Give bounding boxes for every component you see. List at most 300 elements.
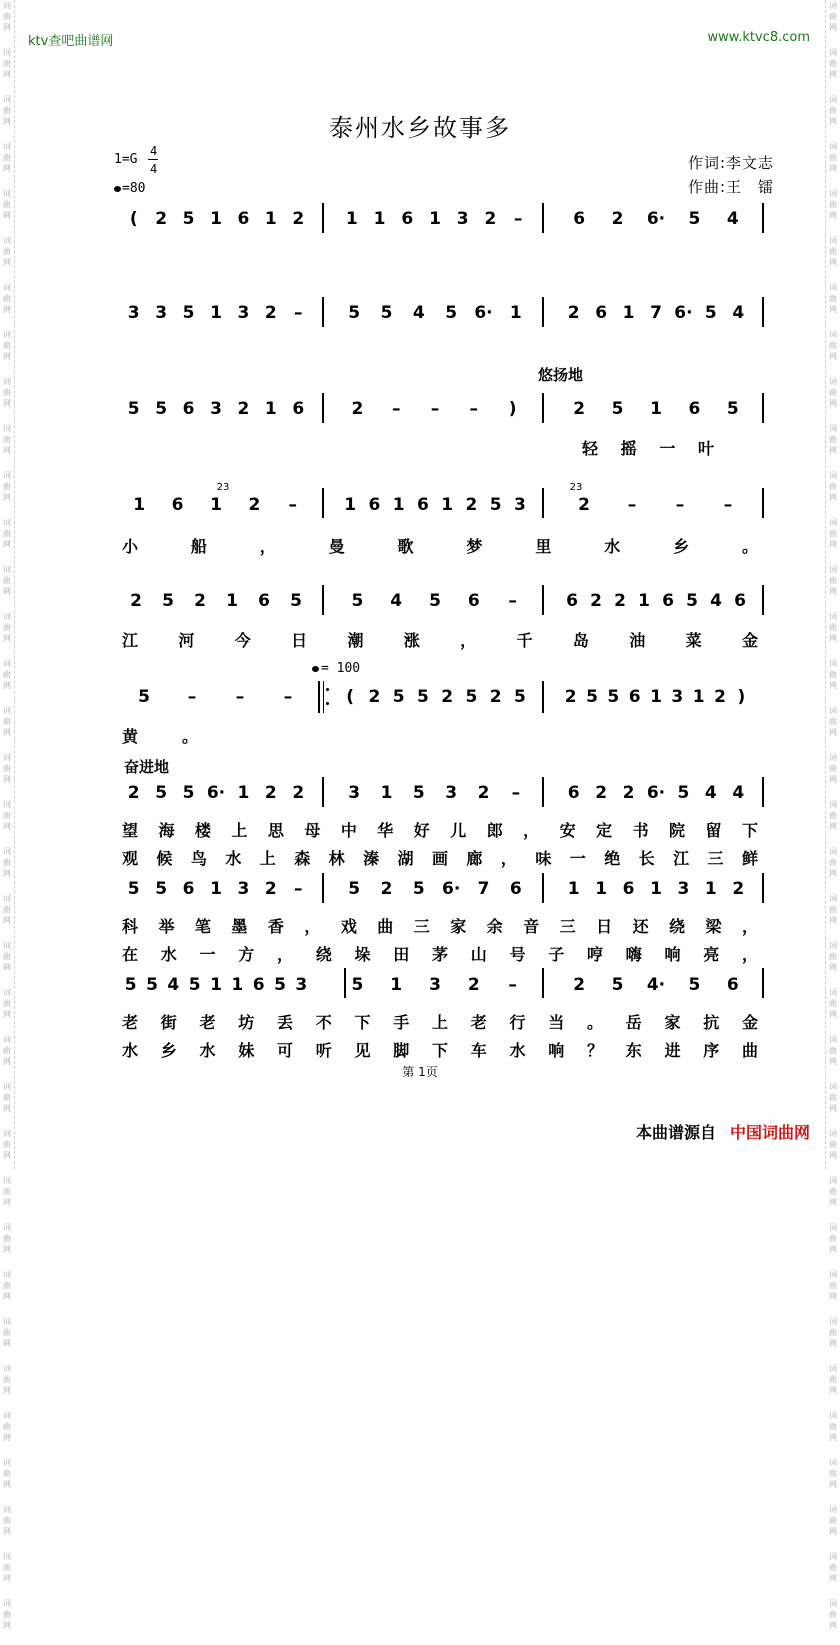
lyric-char: 今 bbox=[234, 631, 251, 650]
side-watermark-glyph: 词 bbox=[3, 1364, 11, 1373]
side-watermark-glyph: 曲 bbox=[829, 905, 837, 914]
side-watermark-gap bbox=[0, 644, 14, 658]
jianpu-note: – bbox=[294, 303, 303, 323]
side-watermark-glyph: 词 bbox=[829, 189, 837, 198]
side-watermark-glyph: 网 bbox=[3, 916, 11, 925]
lyric-char: 田 bbox=[393, 945, 410, 964]
lyric-char: ， bbox=[259, 537, 276, 556]
jianpu-note: 5 bbox=[704, 303, 717, 323]
lyric-char: ， bbox=[276, 945, 294, 964]
side-watermark-gap bbox=[826, 221, 840, 235]
side-watermark-gap bbox=[0, 268, 14, 282]
jianpu-note: 5 bbox=[138, 687, 150, 707]
lyric-char: 举 bbox=[158, 917, 175, 936]
side-watermark-glyph: 曲 bbox=[829, 1328, 837, 1337]
jianpu-note: – bbox=[288, 495, 298, 515]
lyric-char: ， bbox=[523, 821, 540, 840]
lyric-char: 湖 bbox=[397, 849, 414, 868]
side-watermark-glyph: 曲 bbox=[3, 1516, 11, 1525]
side-watermark-gap bbox=[0, 1537, 14, 1551]
side-watermark-gap bbox=[826, 503, 840, 517]
lyric-char: 望 bbox=[121, 821, 139, 840]
side-watermark-glyph: 网 bbox=[3, 540, 11, 549]
side-watermark-gap bbox=[0, 456, 14, 470]
side-watermark-gap bbox=[826, 1443, 840, 1457]
lyric-char: 母 bbox=[304, 821, 321, 840]
jianpu-note: 2 bbox=[484, 209, 497, 229]
lyric-char: 亮 bbox=[703, 945, 720, 964]
jianpu-note: – bbox=[235, 687, 245, 707]
side-watermark-gap bbox=[826, 1161, 840, 1175]
jianpu-note: 1 bbox=[704, 879, 717, 899]
jianpu-note: 5 bbox=[127, 879, 140, 899]
side-watermark-glyph: 曲 bbox=[3, 435, 11, 444]
lyric-char: 河 bbox=[178, 631, 195, 650]
side-watermark-glyph: 曲 bbox=[3, 858, 11, 867]
lyric-char: 行 bbox=[509, 1013, 526, 1032]
side-watermark-glyph: 词 bbox=[829, 1364, 837, 1373]
repeat-barline-thin bbox=[323, 681, 324, 713]
side-watermark-glyph: 网 bbox=[3, 1010, 11, 1019]
barline bbox=[762, 488, 764, 518]
side-watermark-glyph: 曲 bbox=[829, 1610, 837, 1619]
lyric-char: 梁 bbox=[705, 917, 722, 936]
side-watermark-glyph: 词 bbox=[3, 283, 11, 292]
side-watermark-gap bbox=[826, 268, 840, 282]
lyric-char: 水 bbox=[199, 1041, 216, 1060]
jianpu-note: 6 bbox=[182, 399, 195, 419]
jianpu-note: 6 bbox=[662, 591, 674, 611]
jianpu-note: 6 bbox=[573, 209, 586, 229]
jianpu-note: 6 bbox=[258, 591, 270, 611]
side-watermark-glyph: 网 bbox=[829, 446, 837, 455]
jianpu-note: 6· bbox=[442, 879, 461, 899]
lyric-char: 鲜 bbox=[741, 849, 759, 868]
side-watermark-glyph: 网 bbox=[829, 1433, 837, 1442]
side-watermark-glyph: 曲 bbox=[3, 576, 11, 585]
side-watermark-glyph: 曲 bbox=[829, 1469, 837, 1478]
jianpu-note: 6 bbox=[567, 783, 580, 803]
side-watermark-glyph: 词 bbox=[3, 612, 11, 621]
lyric-char: 观 bbox=[121, 849, 139, 868]
side-watermark-glyph: 曲 bbox=[3, 341, 11, 350]
lyric-char: 抗 bbox=[703, 1013, 720, 1032]
side-watermark-glyph: 曲 bbox=[829, 1140, 837, 1149]
grace-note: 23 bbox=[569, 482, 583, 493]
side-watermark-gap bbox=[0, 1396, 14, 1410]
side-watermark-glyph: 词 bbox=[829, 471, 837, 480]
jianpu-note: 1 bbox=[210, 975, 222, 995]
jianpu-note: – bbox=[513, 209, 523, 229]
side-watermark-gap bbox=[0, 221, 14, 235]
lyric-char: 留 bbox=[705, 821, 722, 840]
side-watermark-glyph: 词 bbox=[3, 1599, 11, 1608]
lyric-char: 墨 bbox=[231, 917, 248, 936]
jianpu-note: 2 bbox=[714, 687, 726, 707]
jianpu-note: 5 bbox=[155, 399, 168, 419]
barline bbox=[542, 873, 544, 903]
lyric-char: 嗨 bbox=[625, 945, 642, 964]
lyric-char: 油 bbox=[629, 631, 646, 650]
lyric-char: 候 bbox=[156, 849, 173, 868]
side-watermark-glyph: 词 bbox=[829, 1552, 837, 1561]
lyric-char: 号 bbox=[509, 945, 526, 964]
side-watermark-glyph: 词 bbox=[829, 941, 837, 950]
jianpu-note: 6 bbox=[622, 879, 635, 899]
jianpu-note: 2 bbox=[477, 783, 490, 803]
jianpu-note: 5 bbox=[124, 975, 137, 995]
lyric-char: 音 bbox=[523, 917, 540, 936]
jianpu-note: 5 bbox=[351, 975, 364, 995]
side-watermark-glyph: 曲 bbox=[3, 1563, 11, 1572]
jianpu-note: 5 bbox=[155, 879, 168, 899]
lyric-char: 森 bbox=[294, 849, 311, 868]
side-watermark-glyph: 词 bbox=[829, 330, 837, 339]
jianpu-note: 2 bbox=[567, 303, 580, 323]
side-watermark-gap bbox=[0, 973, 14, 987]
lyric-char: 江 bbox=[121, 631, 139, 650]
lyric-char: 乡 bbox=[160, 1041, 177, 1060]
jianpu-note: 1 bbox=[237, 783, 250, 803]
jianpu-note: – bbox=[508, 975, 517, 995]
jianpu-note: 6 bbox=[416, 495, 429, 515]
jianpu-note: 3 bbox=[348, 783, 361, 803]
side-watermark-glyph: 网 bbox=[3, 1292, 11, 1301]
composer-credit: 作曲:王 镭 bbox=[687, 178, 774, 196]
lyric-char: 香 bbox=[267, 917, 284, 936]
lyric-char: ， bbox=[460, 631, 477, 650]
jianpu-note: 4 bbox=[710, 591, 722, 611]
jianpu-note: 5 bbox=[688, 975, 701, 995]
source-prefix: 本曲谱源自 bbox=[635, 1123, 716, 1142]
side-watermark-glyph: 网 bbox=[829, 117, 837, 126]
side-watermark-glyph: 网 bbox=[829, 1292, 837, 1301]
side-watermark-gap bbox=[826, 879, 840, 893]
side-watermark-glyph: 网 bbox=[829, 258, 837, 267]
lyric-char: 三 bbox=[413, 917, 430, 936]
side-watermark-gap bbox=[826, 1584, 840, 1598]
lyric-char: 中 bbox=[340, 821, 357, 840]
side-watermark-glyph: 曲 bbox=[829, 529, 837, 538]
lyric-char: 溱 bbox=[363, 849, 380, 868]
jianpu-note: 5 bbox=[146, 975, 158, 995]
side-watermark-glyph: 网 bbox=[829, 1480, 837, 1489]
side-watermark-glyph: 曲 bbox=[3, 670, 11, 679]
jianpu-note: 3 bbox=[210, 399, 222, 419]
side-watermark-glyph: 网 bbox=[3, 869, 11, 878]
side-watermark-glyph: 词 bbox=[829, 612, 837, 621]
side-watermark-glyph: 网 bbox=[829, 70, 837, 79]
lyric-char: 水 bbox=[225, 849, 242, 868]
side-watermark-glyph: 曲 bbox=[829, 1093, 837, 1102]
side-watermark-gap bbox=[826, 362, 840, 376]
jianpu-note: 2 bbox=[292, 209, 305, 229]
side-watermark-gap bbox=[0, 409, 14, 423]
side-watermark-glyph: 词 bbox=[829, 800, 837, 809]
lyric-char: 长 bbox=[638, 849, 655, 868]
lyric-char: 手 bbox=[393, 1013, 410, 1032]
jianpu-note: 5 bbox=[607, 687, 620, 707]
lyric-char: 梦 bbox=[466, 537, 483, 556]
side-watermark-glyph: 曲 bbox=[829, 388, 837, 397]
source-site-link[interactable]: 中国词曲网 bbox=[729, 1123, 810, 1142]
jianpu-note: – bbox=[627, 495, 637, 515]
lyric-char: 在 bbox=[121, 945, 139, 964]
lyric-char: 曲 bbox=[377, 917, 394, 936]
side-watermark-glyph: 曲 bbox=[829, 341, 837, 350]
jianpu-note: – bbox=[283, 687, 293, 707]
jianpu-note: 2 bbox=[465, 495, 478, 515]
side-watermark-glyph: 词 bbox=[829, 142, 837, 151]
lyric-char: 东 bbox=[625, 1041, 642, 1060]
jianpu-note: 1 bbox=[650, 399, 662, 419]
side-watermark-glyph: 曲 bbox=[829, 247, 837, 256]
side-watermark-glyph: 词 bbox=[829, 1176, 837, 1185]
side-watermark-gap bbox=[826, 1490, 840, 1504]
side-watermark-glyph: 网 bbox=[829, 1386, 837, 1395]
jianpu-note: 3 bbox=[155, 303, 168, 323]
lyric-char: 余 bbox=[486, 917, 503, 936]
time-signature-top: 4 bbox=[150, 144, 158, 158]
jianpu-note: 6· bbox=[674, 303, 693, 323]
side-watermark-gap bbox=[0, 879, 14, 893]
side-watermark-gap bbox=[0, 80, 14, 94]
lyric-char: 丢 bbox=[276, 1013, 294, 1032]
side-watermark-glyph: 词 bbox=[3, 236, 11, 245]
side-watermark-glyph: 曲 bbox=[3, 952, 11, 961]
jianpu-note: 5 bbox=[429, 591, 441, 611]
tempo-marking bbox=[114, 181, 145, 196]
jianpu-note: 2 bbox=[237, 399, 250, 419]
side-watermark-glyph: 曲 bbox=[3, 623, 11, 632]
jianpu-note: 1 bbox=[650, 687, 662, 707]
side-watermark-glyph: 曲 bbox=[3, 200, 11, 209]
barline bbox=[762, 873, 764, 903]
side-watermark-glyph: 词 bbox=[3, 753, 11, 762]
jianpu-note: 3 bbox=[295, 975, 308, 995]
jianpu-note: – bbox=[723, 495, 733, 515]
side-watermark-glyph: 网 bbox=[829, 1621, 837, 1630]
side-watermark-glyph: 曲 bbox=[829, 576, 837, 585]
side-watermark-glyph: 网 bbox=[829, 681, 837, 690]
side-watermark-glyph: 词 bbox=[829, 1317, 837, 1326]
side-watermark-glyph: 网 bbox=[829, 399, 837, 408]
jianpu-note: – bbox=[187, 687, 197, 707]
jianpu-note: 3 bbox=[677, 879, 690, 899]
side-watermark-gap bbox=[0, 926, 14, 940]
side-watermark-glyph: 网 bbox=[829, 352, 837, 361]
side-watermark-glyph: 网 bbox=[829, 634, 837, 643]
jianpu-note: 3 bbox=[513, 495, 526, 515]
side-watermark-glyph: 曲 bbox=[3, 905, 11, 914]
side-watermark-gap bbox=[826, 1255, 840, 1269]
lyric-char: 小 bbox=[121, 537, 139, 556]
side-watermark-glyph: 曲 bbox=[3, 1046, 11, 1055]
side-watermark-glyph: 曲 bbox=[3, 59, 11, 68]
lyric-char: 金 bbox=[741, 631, 759, 650]
lyric-char: 三 bbox=[707, 849, 724, 868]
side-watermark-glyph: 曲 bbox=[3, 1187, 11, 1196]
jianpu-note: 5 bbox=[290, 591, 302, 611]
side-watermark-glyph: 词 bbox=[3, 1, 11, 10]
side-watermark-glyph: 网 bbox=[3, 1480, 11, 1489]
barline bbox=[322, 393, 324, 423]
barline bbox=[322, 488, 324, 518]
side-watermark-glyph: 词 bbox=[829, 706, 837, 715]
side-watermark-glyph: 网 bbox=[829, 1574, 837, 1583]
lyric-char: 曲 bbox=[741, 1041, 759, 1060]
side-watermark-glyph: 词 bbox=[3, 800, 11, 809]
side-watermark-gap bbox=[826, 315, 840, 329]
side-watermark-glyph: 词 bbox=[3, 95, 11, 104]
side-watermark-glyph: 曲 bbox=[829, 106, 837, 115]
lyric-char: 安 bbox=[559, 821, 576, 840]
jianpu-note: 1 bbox=[210, 303, 222, 323]
jianpu-note: 6 bbox=[252, 975, 265, 995]
side-watermark-glyph: 词 bbox=[829, 1411, 837, 1420]
side-watermark-glyph: 网 bbox=[829, 869, 837, 878]
lyric-char: 三 bbox=[559, 917, 576, 936]
lyric-char: 鸟 bbox=[190, 849, 207, 868]
side-watermark-glyph: 曲 bbox=[3, 1234, 11, 1243]
lyric-char: 科 bbox=[121, 917, 139, 936]
jianpu-note: 1 bbox=[133, 495, 146, 515]
jianpu-note: 1 bbox=[595, 879, 608, 899]
side-watermark-glyph: 词 bbox=[3, 471, 11, 480]
side-watermark-gap bbox=[0, 1631, 14, 1645]
side-watermark-glyph: 网 bbox=[3, 1104, 11, 1113]
lyric-char: 不 bbox=[315, 1013, 332, 1032]
jianpu-note: 5 bbox=[348, 879, 361, 899]
side-watermark-glyph: 曲 bbox=[829, 294, 837, 303]
lyric-char: 上 bbox=[231, 821, 248, 840]
jianpu-note: 1 bbox=[373, 209, 386, 229]
side-watermark-glyph: 词 bbox=[3, 189, 11, 198]
lyric-char: 绕 bbox=[669, 917, 686, 936]
side-watermark-gap bbox=[0, 315, 14, 329]
jianpu-note: 6 bbox=[292, 399, 305, 419]
header-right-site[interactable]: www.ktvc8.com bbox=[707, 30, 810, 45]
jianpu-note: 6· bbox=[206, 783, 226, 803]
jianpu-note: 7 bbox=[477, 879, 490, 899]
lyric-char: 上 bbox=[431, 1013, 449, 1032]
jianpu-note: ) bbox=[508, 399, 517, 419]
jianpu-note: 1 bbox=[380, 783, 393, 803]
side-watermark-glyph: 网 bbox=[829, 822, 837, 831]
side-watermark-gap bbox=[0, 832, 14, 846]
jianpu-note: 6 bbox=[509, 879, 522, 899]
side-watermark-glyph: 词 bbox=[3, 1270, 11, 1279]
side-watermark-glyph: 词 bbox=[829, 236, 837, 245]
jianpu-note: 3 bbox=[237, 879, 250, 899]
lyric-char: ， bbox=[304, 917, 321, 936]
side-watermark-glyph: 曲 bbox=[829, 153, 837, 162]
side-watermark-glyph: 词 bbox=[3, 1035, 11, 1044]
side-watermark-gap bbox=[0, 785, 14, 799]
side-watermark-glyph: 网 bbox=[3, 1433, 11, 1442]
jianpu-note: 1 bbox=[210, 209, 222, 229]
lyric-char: 方 bbox=[238, 945, 255, 964]
side-watermark-gap bbox=[826, 409, 840, 423]
jianpu-note: 2 bbox=[573, 399, 586, 419]
side-watermark-glyph: 网 bbox=[3, 822, 11, 831]
jianpu-note: 5 bbox=[416, 687, 429, 707]
jianpu-note: 4 bbox=[167, 975, 180, 995]
jianpu-note: 5 bbox=[351, 591, 364, 611]
lyric-char: 日 bbox=[596, 917, 613, 936]
jianpu-note: 1 bbox=[429, 209, 441, 229]
jianpu-note: 1 bbox=[210, 879, 222, 899]
jianpu-note: 2 bbox=[622, 783, 635, 803]
barline bbox=[322, 203, 324, 233]
side-watermark-glyph: 网 bbox=[3, 775, 11, 784]
jianpu-note: 4 bbox=[704, 783, 717, 803]
jianpu-note: 1 bbox=[264, 399, 277, 419]
side-watermark-glyph: 词 bbox=[3, 941, 11, 950]
lyric-char: 下 bbox=[431, 1041, 449, 1060]
lyric-char: 老 bbox=[470, 1013, 487, 1032]
side-watermark-glyph: 词 bbox=[3, 377, 11, 386]
side-watermark-glyph: 曲 bbox=[829, 1563, 837, 1572]
jianpu-note: 2 bbox=[264, 879, 277, 899]
jianpu-note: 1 bbox=[509, 303, 522, 323]
side-watermark-gap bbox=[0, 174, 14, 188]
lyric-char: ， bbox=[741, 917, 759, 936]
side-watermark-gap bbox=[0, 597, 14, 611]
lyric-char: 画 bbox=[431, 849, 449, 868]
side-watermark-glyph: 网 bbox=[3, 70, 11, 79]
page-number: 第 1页 bbox=[402, 1065, 438, 1079]
jianpu-note: 2 bbox=[578, 495, 590, 515]
side-watermark-glyph: 曲 bbox=[829, 200, 837, 209]
side-watermark-glyph: 词 bbox=[3, 330, 11, 339]
lyric-char: 妹 bbox=[238, 1041, 255, 1060]
side-watermark-glyph: 网 bbox=[829, 963, 837, 972]
header-left-site[interactable]: ktv查吧曲谱网 bbox=[28, 34, 114, 49]
side-watermark-glyph: 网 bbox=[829, 1245, 837, 1254]
jianpu-note: 5 bbox=[412, 783, 425, 803]
lyric-char: 好 bbox=[413, 821, 430, 840]
side-watermark-gap bbox=[0, 738, 14, 752]
lyric-char: 定 bbox=[596, 821, 613, 840]
side-watermark-glyph: 词 bbox=[829, 1505, 837, 1514]
jianpu-note: 2 bbox=[595, 783, 608, 803]
side-watermark-gap bbox=[826, 1537, 840, 1551]
side-watermark-glyph: 曲 bbox=[829, 1046, 837, 1055]
jianpu-note: 6 bbox=[237, 209, 250, 229]
side-watermark-gap bbox=[0, 550, 14, 564]
jianpu-note: 1 bbox=[390, 975, 403, 995]
side-watermark-glyph: 曲 bbox=[829, 670, 837, 679]
jianpu-note: 6 bbox=[467, 591, 480, 611]
side-watermark-glyph: 网 bbox=[3, 1151, 11, 1160]
barline bbox=[762, 585, 764, 615]
side-watermark-glyph: 曲 bbox=[3, 1422, 11, 1431]
side-watermark-gap bbox=[826, 456, 840, 470]
jianpu-note: 1 bbox=[692, 687, 705, 707]
side-watermark-glyph: 网 bbox=[3, 258, 11, 267]
jianpu-note: 6· bbox=[646, 783, 666, 803]
side-watermark-glyph: 网 bbox=[829, 211, 837, 220]
source-footer bbox=[636, 1120, 810, 1143]
jianpu-note: 1 bbox=[441, 495, 454, 515]
side-watermark-gap bbox=[826, 1631, 840, 1645]
side-watermark-glyph: 网 bbox=[829, 587, 837, 596]
side-watermark-gap bbox=[0, 1020, 14, 1034]
jianpu-note: 2 bbox=[292, 783, 305, 803]
jianpu-note: – bbox=[430, 399, 440, 419]
side-watermark-gap bbox=[826, 644, 840, 658]
